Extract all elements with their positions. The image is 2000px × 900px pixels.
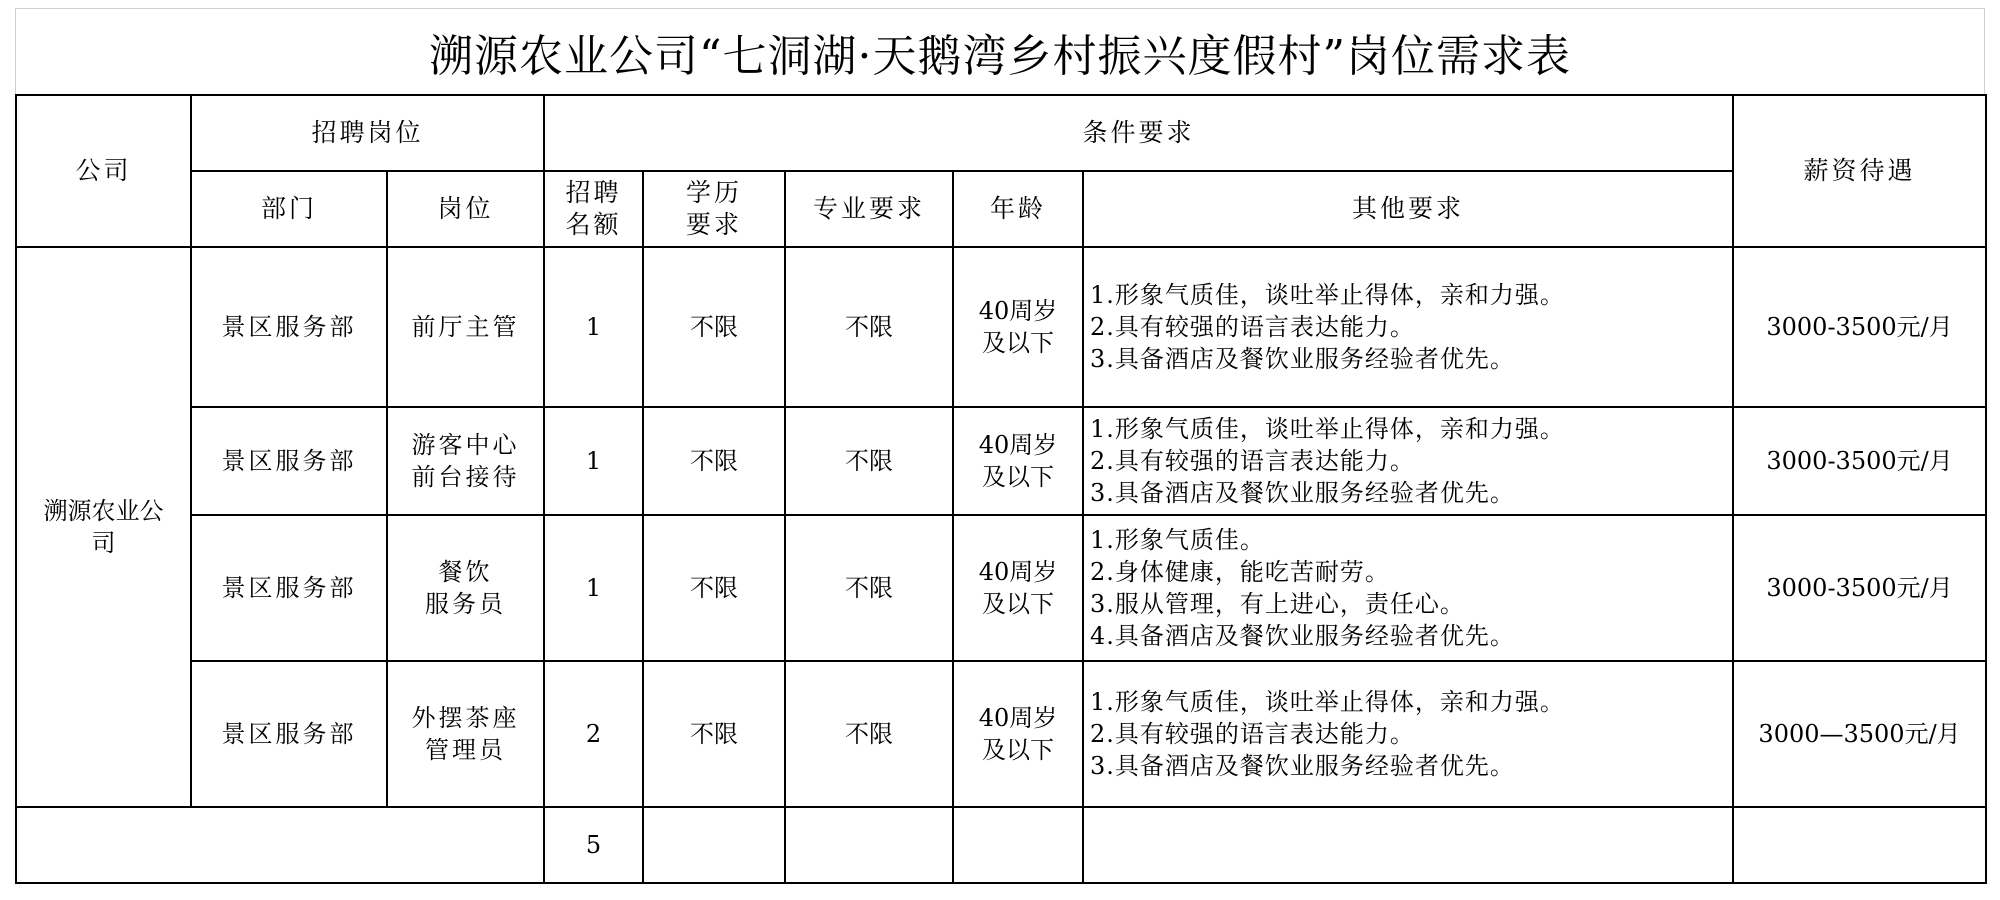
position-line2: 服务员 bbox=[425, 590, 506, 618]
age-line1: 40周岁 bbox=[978, 558, 1058, 586]
empty-cell bbox=[785, 807, 953, 883]
empty-cell bbox=[953, 807, 1083, 883]
major-cell: 不限 bbox=[785, 515, 953, 661]
header-other: 其他要求 bbox=[1083, 171, 1733, 247]
table-row bbox=[16, 407, 1986, 515]
quota-cell: 1 bbox=[544, 407, 643, 515]
position-line1: 餐饮 bbox=[438, 558, 493, 586]
requirement-line: 1.形象气质佳，谈吐举止得体，亲和力强。 bbox=[1090, 281, 1565, 309]
table-row bbox=[16, 661, 1986, 807]
requirement-line: 3.具备酒店及餐饮业服务经验者优先。 bbox=[1090, 479, 1515, 507]
age-line2: 及以下 bbox=[982, 329, 1055, 357]
education-cell: 不限 bbox=[643, 515, 785, 661]
age-line1: 40周岁 bbox=[978, 704, 1058, 732]
header-major: 专业要求 bbox=[785, 171, 953, 247]
header-quota-line2: 名额 bbox=[565, 210, 622, 239]
requirement-line: 3.服从管理，有上进心，责任心。 bbox=[1090, 590, 1465, 618]
empty-cell bbox=[643, 807, 785, 883]
header-quota-line1: 招聘 bbox=[565, 178, 622, 207]
other-requirements-cell bbox=[1083, 515, 1733, 661]
age-cell bbox=[953, 515, 1083, 661]
age-line2: 及以下 bbox=[982, 736, 1055, 764]
header-salary: 薪资待遇 bbox=[1733, 95, 1986, 247]
requirement-line: 1.形象气质佳，谈吐举止得体，亲和力强。 bbox=[1090, 688, 1565, 716]
major-cell: 不限 bbox=[785, 407, 953, 515]
major-cell: 不限 bbox=[785, 247, 953, 407]
header-row-2 bbox=[16, 171, 1986, 247]
major-cell: 不限 bbox=[785, 661, 953, 807]
position-line2: 前台接待 bbox=[411, 463, 520, 491]
age-line2: 及以下 bbox=[982, 590, 1055, 618]
total-quota-cell: 5 bbox=[544, 807, 643, 883]
requirement-line: 3.具备酒店及餐饮业服务经验者优先。 bbox=[1090, 345, 1515, 373]
age-cell bbox=[953, 247, 1083, 407]
header-position: 岗位 bbox=[387, 171, 544, 247]
position-line1: 外摆茶座 bbox=[411, 704, 520, 732]
age-cell bbox=[953, 661, 1083, 807]
header-row-1 bbox=[16, 95, 1986, 171]
position-line1: 游客中心 bbox=[411, 431, 520, 459]
education-cell: 不限 bbox=[643, 247, 785, 407]
position-line2: 管理员 bbox=[425, 736, 506, 764]
job-requirements-sheet bbox=[15, 8, 1985, 884]
header-education-line2: 要求 bbox=[686, 210, 743, 239]
position-cell bbox=[387, 661, 544, 807]
age-line1: 40周岁 bbox=[978, 431, 1058, 459]
department-cell: 景区服务部 bbox=[191, 407, 387, 515]
company-name-line1: 溯源农业公 bbox=[43, 497, 164, 525]
position-cell bbox=[387, 515, 544, 661]
requirement-line: 3.具备酒店及餐饮业服务经验者优先。 bbox=[1090, 752, 1515, 780]
requirement-line: 4.具备酒店及餐饮业服务经验者优先。 bbox=[1090, 622, 1515, 650]
table-row bbox=[16, 247, 1986, 407]
header-department: 部门 bbox=[191, 171, 387, 247]
requirement-line: 2.具有较强的语言表达能力。 bbox=[1090, 447, 1415, 475]
header-recruit-group: 招聘岗位 bbox=[191, 95, 544, 171]
education-cell: 不限 bbox=[643, 661, 785, 807]
header-education bbox=[643, 171, 785, 247]
position-cell bbox=[387, 247, 544, 407]
empty-cell bbox=[1733, 807, 1986, 883]
salary-cell: 3000-3500元/月 bbox=[1733, 247, 1986, 407]
total-row bbox=[16, 807, 1986, 883]
sheet-title: 溯源农业公司“七洞湖·天鹅湾乡村振兴度假村”岗位需求表 bbox=[15, 8, 1985, 94]
department-cell: 景区服务部 bbox=[191, 247, 387, 407]
table-row bbox=[16, 515, 1986, 661]
empty-cell bbox=[1083, 807, 1733, 883]
requirement-line: 1.形象气质佳，谈吐举止得体，亲和力强。 bbox=[1090, 415, 1565, 443]
department-cell: 景区服务部 bbox=[191, 515, 387, 661]
header-age: 年龄 bbox=[953, 171, 1083, 247]
position-cell bbox=[387, 407, 544, 515]
age-line1: 40周岁 bbox=[978, 297, 1058, 325]
job-requirements-table bbox=[15, 94, 1987, 884]
age-line2: 及以下 bbox=[982, 463, 1055, 491]
company-name-line2: 司 bbox=[91, 529, 116, 557]
requirement-line: 2.具有较强的语言表达能力。 bbox=[1090, 720, 1415, 748]
other-requirements-cell bbox=[1083, 407, 1733, 515]
salary-cell: 3000—3500元/月 bbox=[1733, 661, 1986, 807]
requirement-line: 2.身体健康，能吃苦耐劳。 bbox=[1090, 558, 1390, 586]
header-conditions-group: 条件要求 bbox=[544, 95, 1733, 171]
header-company: 公司 bbox=[16, 95, 191, 247]
age-cell bbox=[953, 407, 1083, 515]
requirement-line: 2.具有较强的语言表达能力。 bbox=[1090, 313, 1415, 341]
salary-cell: 3000-3500元/月 bbox=[1733, 515, 1986, 661]
header-education-line1: 学历 bbox=[686, 178, 743, 207]
header-quota bbox=[544, 171, 643, 247]
quota-cell: 2 bbox=[544, 661, 643, 807]
company-name-cell bbox=[16, 247, 191, 807]
position-line1: 前厅主管 bbox=[411, 313, 520, 341]
department-cell: 景区服务部 bbox=[191, 661, 387, 807]
total-label-cell bbox=[16, 807, 544, 883]
other-requirements-cell bbox=[1083, 661, 1733, 807]
quota-cell: 1 bbox=[544, 515, 643, 661]
other-requirements-cell bbox=[1083, 247, 1733, 407]
salary-cell: 3000-3500元/月 bbox=[1733, 407, 1986, 515]
quota-cell: 1 bbox=[544, 247, 643, 407]
requirement-line: 1.形象气质佳。 bbox=[1090, 526, 1265, 554]
education-cell: 不限 bbox=[643, 407, 785, 515]
